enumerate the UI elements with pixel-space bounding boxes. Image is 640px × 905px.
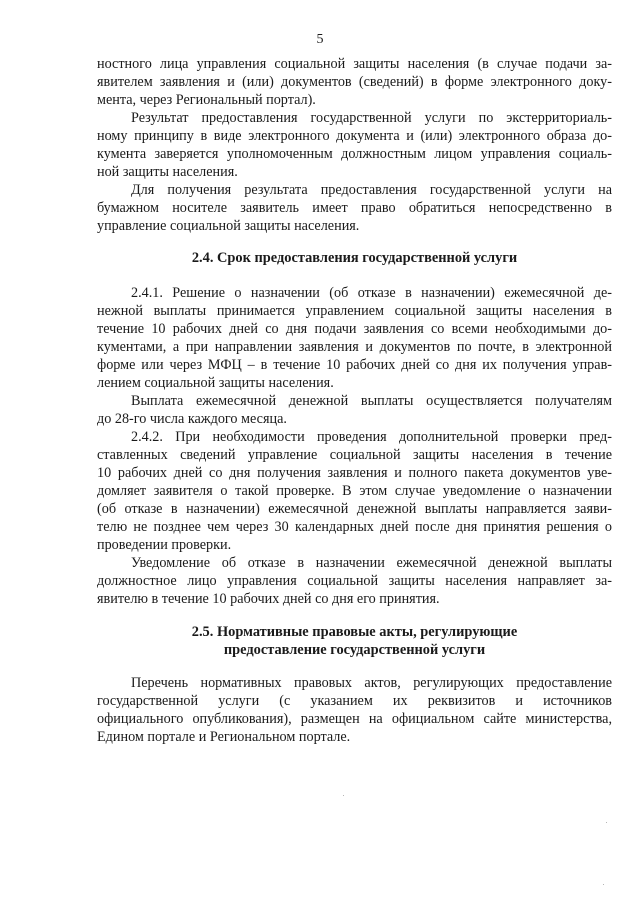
- paragraph-line: (об отказе в назначении) ежемесячной денежной выплаты направляется заяви-: [97, 501, 612, 517]
- paragraph-line: Выплата ежемесячной денежной выплаты осуществляется получателям: [131, 393, 612, 409]
- paragraph-line: должностное лицо управления социальной защиты населения направляет за-: [97, 573, 612, 589]
- paragraph-line: кумента заверяется уполномоченным должностным лицом управления социаль-: [97, 146, 612, 162]
- paragraph-line: явителю в течение 10 рабочих дней со дня его принятия.: [97, 591, 440, 607]
- scan-speck: [603, 884, 604, 885]
- paragraph-line: Едином портале и Региональном портале.: [97, 729, 351, 745]
- paragraph-line: ному принципу в виде электронного документа и (или) электронного образа до-: [97, 128, 612, 144]
- paragraph-line: мента, через Региональный портал).: [97, 92, 316, 108]
- paragraph-line: официального опубликования), размещен на официальном сайте министерства,: [97, 711, 612, 727]
- scan-speck: [343, 795, 344, 796]
- paragraph-line: 2.4.2. При необходимости проведения дополнительной проверки пред-: [131, 429, 612, 445]
- paragraph-line: телю не позднее чем через 30 календарных дней после дня принятия решения о: [97, 519, 612, 535]
- paragraph-line: явителем заявления и (или) документов (сведений) в форме электронного доку-: [97, 74, 612, 90]
- paragraph-line: 10 рабочих дней со дня получения заявления и полного пакета документов уве-: [97, 465, 612, 481]
- paragraph-line: ставленных сведений управление социальной защиты населения в течение: [97, 447, 612, 463]
- paragraph-line: домляет заявителя о такой проверке. В этом случае уведомление о назначении: [97, 483, 612, 499]
- paragraph-line: до 28-го числа каждого месяца.: [97, 411, 287, 427]
- paragraph-line: бумажном носителе заявитель имеет право обратиться непосредственно в: [97, 200, 612, 216]
- paragraph-line: нежной выплаты принимается управлением социальной защиты населения в: [97, 303, 612, 319]
- paragraph-line: Уведомление об отказе в назначении ежемесячной денежной выплаты: [131, 555, 612, 571]
- paragraph-line: государственной услуги (с указанием их реквизитов и источников: [97, 693, 612, 709]
- scan-speck: [606, 822, 607, 823]
- paragraph-line: лением социальной защиты населения.: [97, 375, 334, 391]
- paragraph-line: Для получения результата предоставления государственной услуги на: [131, 182, 612, 198]
- paragraph-line: Результат предоставления государственной услуги по экстерриториаль-: [131, 110, 612, 126]
- paragraph-line: ной защиты населения.: [97, 164, 238, 180]
- paragraph-line: 2.4.1. Решение о назначении (об отказе в назначении) ежемесячной де-: [131, 285, 612, 301]
- section-heading-2-5-line2: предоставление государственной услуги: [223, 642, 486, 658]
- paragraph-line: Перечень нормативных правовых актов, регулирующих предоставление: [131, 675, 612, 691]
- section-heading-2-4: 2.4. Срок предоставления государственной услуги: [191, 250, 518, 266]
- paragraph-line: кументами, а при направлении заявления и документов по почте, в электронной: [97, 339, 612, 355]
- paragraph-line: течение 10 рабочих дней со дня подачи заявления со всеми необходимыми до-: [97, 321, 612, 337]
- paragraph-line: проведении проверки.: [97, 537, 232, 553]
- section-heading-2-5-line1: 2.5. Нормативные правовые акты, регулирующие: [191, 624, 518, 640]
- paragraph-line: форме или через МФЦ – в течение 10 рабочих дней со дня их получения управ-: [97, 357, 612, 373]
- page-number: 5: [316, 32, 324, 47]
- paragraph-line: управление социальной защиты населения.: [97, 218, 360, 234]
- paragraph-line: ностного лица управления социальной защиты населения (в случае подачи за-: [97, 56, 612, 72]
